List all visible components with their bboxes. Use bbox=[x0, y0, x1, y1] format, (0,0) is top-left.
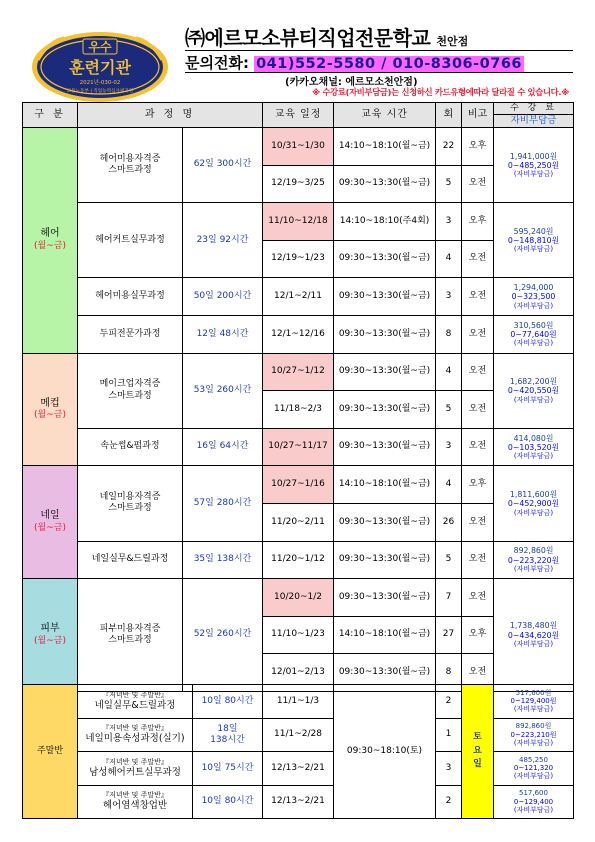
fee-line: 892,860원 bbox=[515, 722, 552, 731]
course-name-line: 스마트과정 bbox=[108, 165, 152, 176]
fee-cell bbox=[494, 353, 574, 428]
category-name: 피부 bbox=[40, 623, 60, 635]
session-cell: 4 bbox=[436, 353, 462, 391]
course-name-cell bbox=[78, 278, 183, 316]
fee-line: 0~223,210원 bbox=[510, 730, 557, 739]
time-cell: 09:30~13:30(월~금) bbox=[334, 391, 436, 429]
remark-cell: 오전 bbox=[462, 541, 494, 579]
fee-line: (자비부담금) bbox=[513, 705, 554, 714]
session-cell: 3 bbox=[436, 203, 462, 241]
weekend-duration-cell bbox=[193, 752, 263, 786]
schedule-cell: 10/31~1/30 bbox=[263, 128, 334, 166]
weekend-session-cell: 3 bbox=[436, 752, 462, 786]
remark-cell: 오전 bbox=[462, 240, 494, 278]
remark-cell: 오전 bbox=[462, 353, 494, 391]
weekend-session-cell: 2 bbox=[436, 785, 462, 819]
col-time: 교육 시간 bbox=[334, 103, 436, 128]
time-cell: 09:30~13:30(월~금) bbox=[334, 353, 436, 391]
course-duration: 62일 300시간 bbox=[183, 128, 263, 203]
course-duration: 53일 260시간 bbox=[183, 353, 263, 428]
schedule-cell: 11/18~2/3 bbox=[263, 391, 334, 429]
fee-line: (자비부담금) bbox=[513, 395, 554, 404]
weekend-row bbox=[23, 685, 574, 719]
time-cell: 14:10~18:10(월~금) bbox=[334, 128, 436, 166]
time-cell: 09:30~13:30(월~금) bbox=[334, 503, 436, 541]
weekend-fee-cell bbox=[494, 718, 574, 752]
remark-cell: 오전 bbox=[462, 315, 494, 353]
category-days: (월~금) bbox=[34, 240, 66, 251]
session-cell: 26 bbox=[436, 503, 462, 541]
badge-main-text: 훈련기관 bbox=[69, 58, 131, 77]
course-duration: 23일 92시간 bbox=[183, 203, 263, 278]
weekend-session-cell: 2 bbox=[436, 685, 462, 719]
fee-line: 1,738,480원 bbox=[509, 621, 558, 631]
weekend-schedule-cell: 11/1~2/28 bbox=[263, 718, 334, 752]
fee-line: 0~77,640원 bbox=[510, 330, 557, 340]
schedule-cell: 10/27~1/12 bbox=[263, 353, 334, 391]
session-cell: 5 bbox=[436, 391, 462, 429]
weekend-course-name: 남성헤어커트실무과정 bbox=[89, 766, 181, 778]
course-name-line: 두피전문가과정 bbox=[99, 328, 161, 339]
session-cell: 4 bbox=[436, 240, 462, 278]
fee-line: 485,250 bbox=[519, 755, 548, 764]
session-cell: 8 bbox=[436, 315, 462, 353]
course-name-line: 헤어미용실무과정 bbox=[95, 291, 165, 302]
fee-line: 0~129,400원 bbox=[510, 697, 557, 706]
fee-line: 0~129,400 bbox=[513, 797, 554, 806]
weekend-table bbox=[22, 684, 574, 819]
category-cell bbox=[23, 353, 78, 466]
schedule-cell: 11/20~1/12 bbox=[263, 541, 334, 579]
fee-cell bbox=[494, 315, 574, 353]
fee-line: 0~420,550원 bbox=[507, 386, 560, 396]
course-name-cell bbox=[78, 353, 183, 428]
weekend-course-prefix: 『저녁반 및 주말반』 bbox=[102, 690, 168, 699]
course-name-cell bbox=[78, 428, 183, 466]
fee-line: 517,600원 bbox=[515, 688, 552, 697]
remark-cell: 오전 bbox=[462, 165, 494, 203]
fee-line: (자비부담금) bbox=[513, 301, 554, 310]
col-session: 회 bbox=[436, 103, 462, 128]
course-table bbox=[22, 102, 574, 692]
fee-line: (자비부담금) bbox=[513, 170, 554, 179]
col-category: 구 분 bbox=[23, 103, 78, 128]
badge-sub-text-2: 고용노동부 | 직업능력심사평가원 bbox=[66, 89, 134, 94]
remark-cell: 오후 bbox=[462, 466, 494, 504]
fee-cell bbox=[494, 428, 574, 466]
weekend-duration: 10일 80시간 bbox=[201, 796, 254, 807]
course-duration: 16일 64시간 bbox=[183, 428, 263, 466]
remark-cell: 오전 bbox=[462, 654, 494, 692]
fee-cell bbox=[494, 466, 574, 541]
col-course: 과 정 명 bbox=[78, 103, 263, 128]
branch-name: 천안점 bbox=[436, 35, 469, 48]
course-name-cell bbox=[78, 315, 183, 353]
fee-line: 1,294,000 bbox=[513, 283, 554, 293]
weekend-course-prefix: 『저녁반 및 주말반』 bbox=[102, 791, 168, 800]
session-cell: 5 bbox=[436, 165, 462, 203]
fee-cell bbox=[494, 541, 574, 579]
table-row bbox=[23, 203, 574, 241]
school-name: ㈜에르모소뷰티직업전문학교 bbox=[185, 26, 431, 50]
course-name-line: 네일미용자격증 bbox=[99, 492, 161, 503]
phone-label: 문의전화: bbox=[185, 54, 249, 72]
weekend-time-cell: 09:30~18:10(토) bbox=[334, 685, 436, 819]
course-name-line: 속눈썹&펌과정 bbox=[100, 441, 160, 452]
weekend-fee-cell bbox=[494, 752, 574, 786]
fee-line: 0~434,620원 bbox=[507, 630, 560, 640]
time-cell: 09:30~13:30(월~금) bbox=[334, 541, 436, 579]
time-cell: 09:30~13:30(월~금) bbox=[334, 278, 436, 316]
fee-line: 1,682,200원 bbox=[509, 377, 558, 387]
table-row bbox=[23, 278, 574, 316]
time-cell: 09:30~13:30(월~금) bbox=[334, 315, 436, 353]
weekend-course-name-cell bbox=[78, 685, 193, 719]
session-cell: 22 bbox=[436, 128, 462, 166]
course-name-line: 스마트과정 bbox=[108, 390, 152, 401]
table-row bbox=[23, 128, 574, 166]
fee-line: (자비부담금) bbox=[513, 564, 554, 573]
course-duration: 35일 138시간 bbox=[183, 541, 263, 579]
category-days: (월~금) bbox=[34, 635, 66, 646]
fee-line: 0~223,220원 bbox=[507, 555, 560, 565]
weekend-course-prefix: 『저녁반 및 주말반』 bbox=[102, 724, 168, 733]
course-duration: 52일 260시간 bbox=[183, 579, 263, 692]
training-badge-logo bbox=[30, 30, 170, 104]
fee-line: 0~323,500 bbox=[511, 292, 556, 302]
table-row bbox=[23, 466, 574, 504]
time-cell: 14:10~18:10(월~금) bbox=[334, 466, 436, 504]
session-cell: 8 bbox=[436, 654, 462, 692]
time-cell: 09:30~13:30(월~금) bbox=[334, 165, 436, 203]
weekend-duration-2: 138시간 bbox=[210, 734, 245, 745]
schedule-cell: 10/27~1/16 bbox=[263, 466, 334, 504]
weekend-course-name: 네일미용속성과정(실기) bbox=[85, 733, 185, 745]
weekend-duration: 10일 80시간 bbox=[201, 695, 254, 706]
category-name: 헤어 bbox=[40, 228, 60, 240]
weekend-table-body bbox=[23, 685, 574, 819]
fee-line: 0~485,250원 bbox=[507, 160, 560, 170]
kakao-channel: (카카오채널: 에르모소천안점) bbox=[285, 77, 418, 88]
table-row bbox=[23, 541, 574, 579]
fee-line: 1,811,600원 bbox=[509, 489, 558, 499]
badge-sub-text-1: 2021년-030-02 bbox=[79, 80, 121, 86]
course-name-line: 헤어미용자격증 bbox=[99, 153, 161, 164]
phone-row bbox=[185, 52, 573, 73]
weekend-fee-cell bbox=[494, 685, 574, 719]
course-name-line: 메이크업자격증 bbox=[99, 379, 161, 390]
remark-cell: 오전 bbox=[462, 503, 494, 541]
weekend-course-name: 헤어염색창업반 bbox=[102, 800, 168, 812]
course-name-line: 스마트과정 bbox=[108, 635, 152, 646]
fee-line: (자비부담금) bbox=[513, 245, 554, 254]
weekend-duration-cell bbox=[193, 685, 263, 719]
fee-line: (자비부담금) bbox=[513, 772, 554, 781]
badge-top-text: 우수 bbox=[88, 40, 112, 54]
weekend-schedule-cell: 12/13~2/21 bbox=[263, 785, 334, 819]
schedule-cell: 12/1~2/11 bbox=[263, 278, 334, 316]
weekend-session-cell: 1 bbox=[436, 718, 462, 752]
school-title-row bbox=[185, 22, 573, 51]
remark-cell: 오후 bbox=[462, 128, 494, 166]
schedule-cell: 12/19~3/25 bbox=[263, 165, 334, 203]
fee-cell bbox=[494, 128, 574, 203]
remark-cell: 오전 bbox=[462, 579, 494, 617]
table-row bbox=[23, 579, 574, 617]
schedule-cell: 12/1~12/16 bbox=[263, 315, 334, 353]
weekend-duration-cell bbox=[193, 785, 263, 819]
col-remark: 비고 bbox=[462, 103, 494, 128]
fee-line: 892,860원 bbox=[513, 546, 554, 556]
fee-line: 0~452,900원 bbox=[507, 499, 560, 509]
weekend-schedule-cell: 11/1~1/3 bbox=[263, 685, 334, 719]
session-cell: 7 bbox=[436, 579, 462, 617]
fee-line: (자비부담금) bbox=[513, 805, 554, 814]
time-cell: 14:10~18:10(월~금) bbox=[334, 616, 436, 654]
schedule-cell: 11/10~1/23 bbox=[263, 616, 334, 654]
schedule-cell: 11/20~2/11 bbox=[263, 503, 334, 541]
course-name-line: 네일실무&드릴과정 bbox=[91, 554, 169, 565]
remark-cell: 오전 bbox=[462, 391, 494, 429]
time-cell: 09:30~13:30(월~금) bbox=[334, 428, 436, 466]
course-table-body bbox=[23, 128, 574, 692]
category-cell bbox=[23, 466, 78, 579]
schedule-cell: 10/27~11/17 bbox=[263, 428, 334, 466]
weekend-course-name-cell bbox=[78, 785, 193, 819]
course-duration: 57일 280시간 bbox=[183, 466, 263, 541]
fee-line: 517,600 bbox=[519, 789, 548, 798]
weekend-duration: 10일 75시간 bbox=[201, 762, 254, 773]
table-row bbox=[23, 353, 574, 391]
remark-cell: 오후 bbox=[462, 203, 494, 241]
fee-line: 0~121,320 bbox=[513, 764, 554, 773]
weekend-day-char: 요 bbox=[473, 745, 482, 756]
time-cell: 09:30~13:30(월~금) bbox=[334, 654, 436, 692]
phone-numbers[interactable]: 041)552-5580 / 010-8306-0766 bbox=[256, 56, 523, 72]
remark-cell: 오전 bbox=[462, 278, 494, 316]
schedule-cell: 12/01~2/13 bbox=[263, 654, 334, 692]
fee-line: (자비부담금) bbox=[513, 339, 554, 348]
weekend-fee-cell bbox=[494, 785, 574, 819]
course-name-line: 피부미용자격증 bbox=[99, 623, 161, 634]
fee-cell bbox=[494, 203, 574, 278]
fee-line: 1,941,000원 bbox=[509, 151, 558, 161]
session-cell: 3 bbox=[436, 428, 462, 466]
col-fee-top: 수 강 료 bbox=[494, 103, 573, 115]
table-header-row bbox=[23, 103, 574, 128]
category-cell bbox=[23, 579, 78, 692]
fee-line: (자비부담금) bbox=[513, 738, 554, 747]
weekend-course-name-cell bbox=[78, 718, 193, 752]
fee-line: 0~103,520원 bbox=[507, 442, 560, 452]
time-cell: 09:30~13:30(월~금) bbox=[334, 240, 436, 278]
fee-line: 0~148,810원 bbox=[507, 236, 560, 246]
category-cell bbox=[23, 128, 78, 354]
fee-line: 595,240원 bbox=[513, 226, 554, 236]
fee-cell bbox=[494, 278, 574, 316]
fee-line: (자비부담금) bbox=[513, 508, 554, 517]
weekend-days-cell bbox=[462, 685, 494, 819]
category-days: (월~금) bbox=[34, 410, 66, 421]
session-cell: 4 bbox=[436, 466, 462, 504]
time-cell: 09:30~13:30(월~금) bbox=[334, 579, 436, 617]
weekend-schedule-cell: 12/13~2/21 bbox=[263, 752, 334, 786]
weekend-course-name-cell bbox=[78, 752, 193, 786]
weekend-duration: 18일 bbox=[217, 723, 238, 734]
session-cell: 5 bbox=[436, 541, 462, 579]
course-name-line: 헤어커트실무과정 bbox=[95, 234, 165, 245]
course-duration: 50일 200시간 bbox=[183, 278, 263, 316]
course-name-cell bbox=[78, 579, 183, 692]
fee-line: (자비부담금) bbox=[513, 452, 554, 461]
course-name-cell bbox=[78, 128, 183, 203]
course-name-cell bbox=[78, 541, 183, 579]
fee-note: ※ 수강료(자비부담금)는 신청하신 카드유형에따라 달라질 수 있습니다.※ bbox=[312, 87, 569, 97]
schedule-cell: 11/10~12/18 bbox=[263, 203, 334, 241]
table-row bbox=[23, 428, 574, 466]
table-row bbox=[23, 315, 574, 353]
course-duration: 12일 48시간 bbox=[183, 315, 263, 353]
session-cell: 27 bbox=[436, 616, 462, 654]
weekend-day-char: 일 bbox=[473, 759, 482, 770]
course-name-cell bbox=[78, 203, 183, 278]
weekend-duration-cell bbox=[193, 718, 263, 752]
fee-line: 310,560원 bbox=[513, 320, 554, 330]
time-cell: 14:10~18:10(주4회) bbox=[334, 203, 436, 241]
col-fee-bottom: 자비부담금 bbox=[510, 115, 557, 126]
fee-cell bbox=[494, 579, 574, 692]
col-schedule: 교육 일정 bbox=[263, 103, 334, 128]
remark-cell: 오전 bbox=[462, 428, 494, 466]
schedule-cell: 10/20~1/2 bbox=[263, 579, 334, 617]
col-fee bbox=[494, 103, 574, 128]
fee-line: 414,080원 bbox=[513, 433, 554, 443]
course-name-cell bbox=[78, 466, 183, 541]
category-days: (월~금) bbox=[34, 522, 66, 533]
weekend-day-char: 토 bbox=[473, 732, 482, 743]
category-name: 메컵 bbox=[40, 397, 60, 409]
course-name-line: 스마트과정 bbox=[108, 503, 152, 514]
remark-cell: 오후 bbox=[462, 616, 494, 654]
schedule-cell: 12/19~1/23 bbox=[263, 240, 334, 278]
fee-line: (자비부담금) bbox=[513, 640, 554, 649]
weekend-course-name: 네일실무&드릴과정 bbox=[94, 699, 176, 711]
category-name: 네일 bbox=[40, 510, 60, 522]
session-cell: 3 bbox=[436, 278, 462, 316]
weekend-category-cell: 주말반 bbox=[23, 685, 78, 819]
weekend-course-prefix: 『저녁반 및 주말반』 bbox=[102, 757, 168, 766]
brochure-page bbox=[22, 22, 573, 818]
